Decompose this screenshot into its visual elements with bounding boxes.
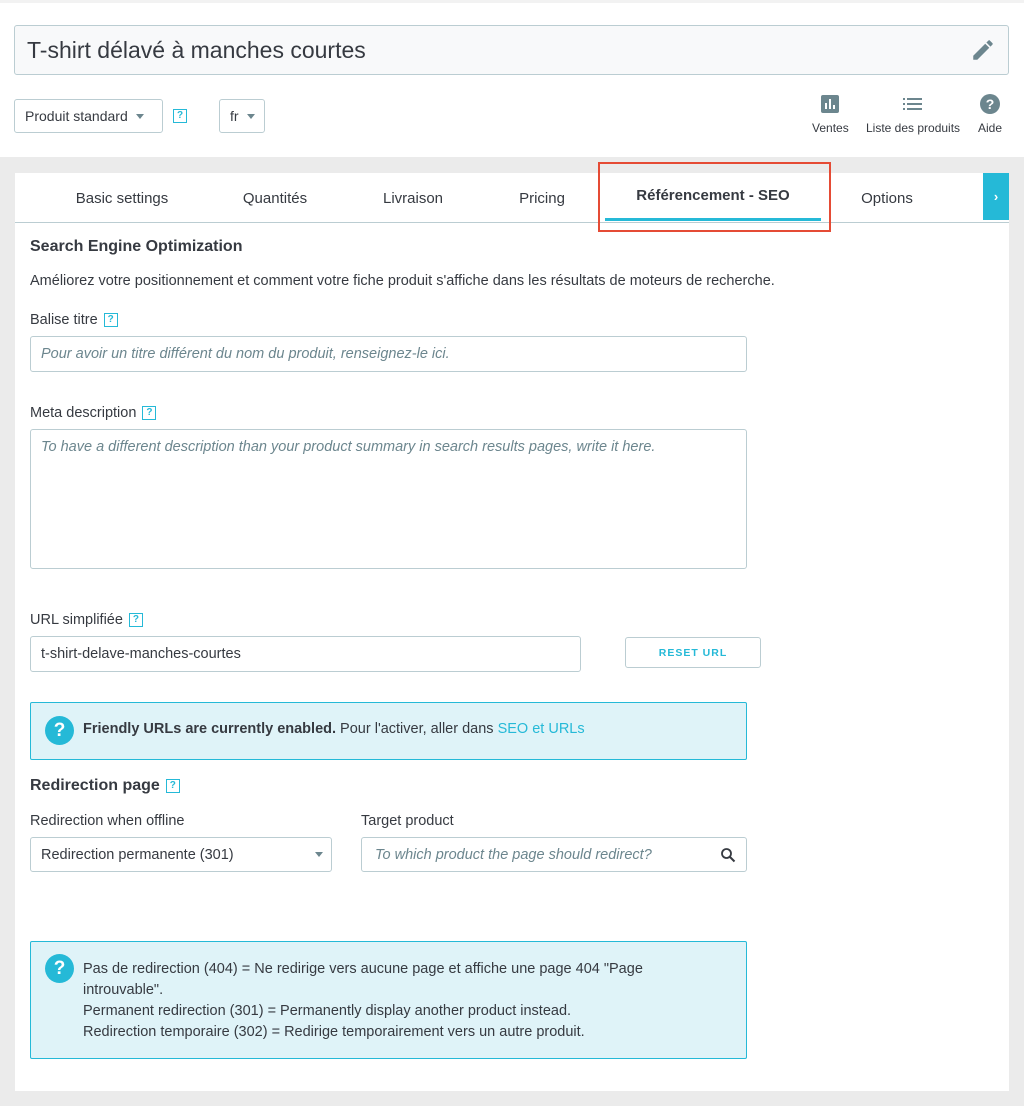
product-header xyxy=(0,0,1024,157)
seo-section-title: Search Engine Optimization xyxy=(30,238,243,255)
target-product-placeholder: To which product the page should redirect? xyxy=(375,846,652,863)
friendly-url-alert xyxy=(30,702,747,760)
friendly-url-alert-bold: Friendly URLs are currently enabled. xyxy=(83,721,337,737)
friendly-url-label xyxy=(30,612,143,628)
product-type-value: Produit standard xyxy=(25,108,128,124)
help-icon[interactable]: ? xyxy=(142,406,156,420)
help-icon[interactable]: ? xyxy=(104,313,118,327)
product-name-field[interactable] xyxy=(14,25,1009,75)
help-icon[interactable]: ? xyxy=(166,779,180,793)
meta-title-label xyxy=(30,312,118,328)
tab-shipping[interactable]: Livraison xyxy=(382,189,444,207)
chevron-down-icon xyxy=(315,852,323,857)
redirection-info-line: Redirection temporaire (302) = Redirige temporairement vers un autre produit. xyxy=(83,1024,585,1040)
list-icon xyxy=(902,96,924,112)
meta-description-textarea[interactable]: To have a different description than your product summary in search results pages, write it here. xyxy=(30,429,747,569)
product-form-card xyxy=(15,173,1009,1091)
product-list-button[interactable] xyxy=(866,91,960,135)
tab-quantities[interactable]: Quantités xyxy=(242,189,308,207)
meta-description-label xyxy=(30,405,156,421)
tab-options[interactable]: Options xyxy=(861,189,913,207)
seo-urls-link[interactable]: SEO et URLs xyxy=(497,721,585,737)
language-value: fr xyxy=(230,108,239,124)
redirection-info-line: Pas de redirection (404) = Ne redirige vers aucune page et affiche une page 404 "Page xyxy=(83,961,643,977)
product-name-value: T-shirt délavé à manches courtes xyxy=(27,36,366,63)
meta-description-label-text: Meta description xyxy=(30,405,137,421)
redirection-info-line: introuvable". xyxy=(83,982,164,998)
chevron-down-icon xyxy=(136,114,144,119)
target-product-search[interactable] xyxy=(361,837,747,872)
friendly-url-alert-text xyxy=(83,721,585,737)
chevron-down-icon xyxy=(247,114,255,119)
meta-title-input[interactable]: Pour avoir un titre différent du nom du produit, renseignez-le ici. xyxy=(30,336,747,372)
tab-pricing[interactable]: Pricing xyxy=(519,189,565,207)
sales-button[interactable] xyxy=(812,91,849,135)
help-icon[interactable]: ? xyxy=(173,109,187,123)
redirection-type-value: Redirection permanente (301) xyxy=(41,846,234,863)
friendly-url-input[interactable]: t-shirt-delave-manches-courtes xyxy=(30,636,581,672)
pencil-icon[interactable] xyxy=(970,37,996,63)
svg-text:?: ? xyxy=(985,96,995,112)
seo-description: Améliorez votre positionnement et comment votre fiche produit s'affiche dans les résultats de moteurs de recherche. xyxy=(30,273,775,289)
redirection-type-select[interactable] xyxy=(30,837,332,872)
target-product-label: Target product xyxy=(361,813,454,829)
friendly-url-alert-message: Pour l'activer, aller dans xyxy=(336,721,498,737)
redirection-info-text xyxy=(83,959,643,1043)
chevron-right-icon: › xyxy=(993,189,999,204)
redirection-title-text: Redirection page xyxy=(30,777,160,794)
sales-label: Ventes xyxy=(812,121,849,135)
reset-url-button[interactable]: RESET URL xyxy=(625,637,761,668)
meta-title-label-text: Balise titre xyxy=(30,312,98,328)
product-type-select[interactable] xyxy=(14,99,163,133)
help-icon[interactable]: ? xyxy=(129,613,143,627)
redirection-info-line: Permanent redirection (301) = Permanently display another product instead. xyxy=(83,1003,572,1019)
redirection-section-title xyxy=(30,777,180,795)
product-list-label: Liste des produits xyxy=(866,121,961,135)
friendly-url-label-text: URL simplifiée xyxy=(30,612,123,628)
question-circle-icon: ? xyxy=(45,716,74,745)
product-tabs xyxy=(15,173,1009,223)
tabs-next-arrow[interactable] xyxy=(983,173,1009,220)
search-icon[interactable] xyxy=(720,847,736,863)
language-select[interactable] xyxy=(219,99,265,133)
question-circle-icon: ? xyxy=(45,954,74,983)
redirection-info-alert xyxy=(30,941,747,1059)
tab-basic-settings[interactable]: Basic settings xyxy=(75,189,169,207)
redirection-offline-label: Redirection when offline xyxy=(30,813,185,829)
tab-seo[interactable]: Référencement - SEO xyxy=(605,173,821,221)
help-label: Aide xyxy=(978,121,1003,135)
help-button[interactable] xyxy=(978,91,1002,135)
question-circle-icon xyxy=(979,93,1001,115)
bar-chart-icon xyxy=(820,94,840,114)
